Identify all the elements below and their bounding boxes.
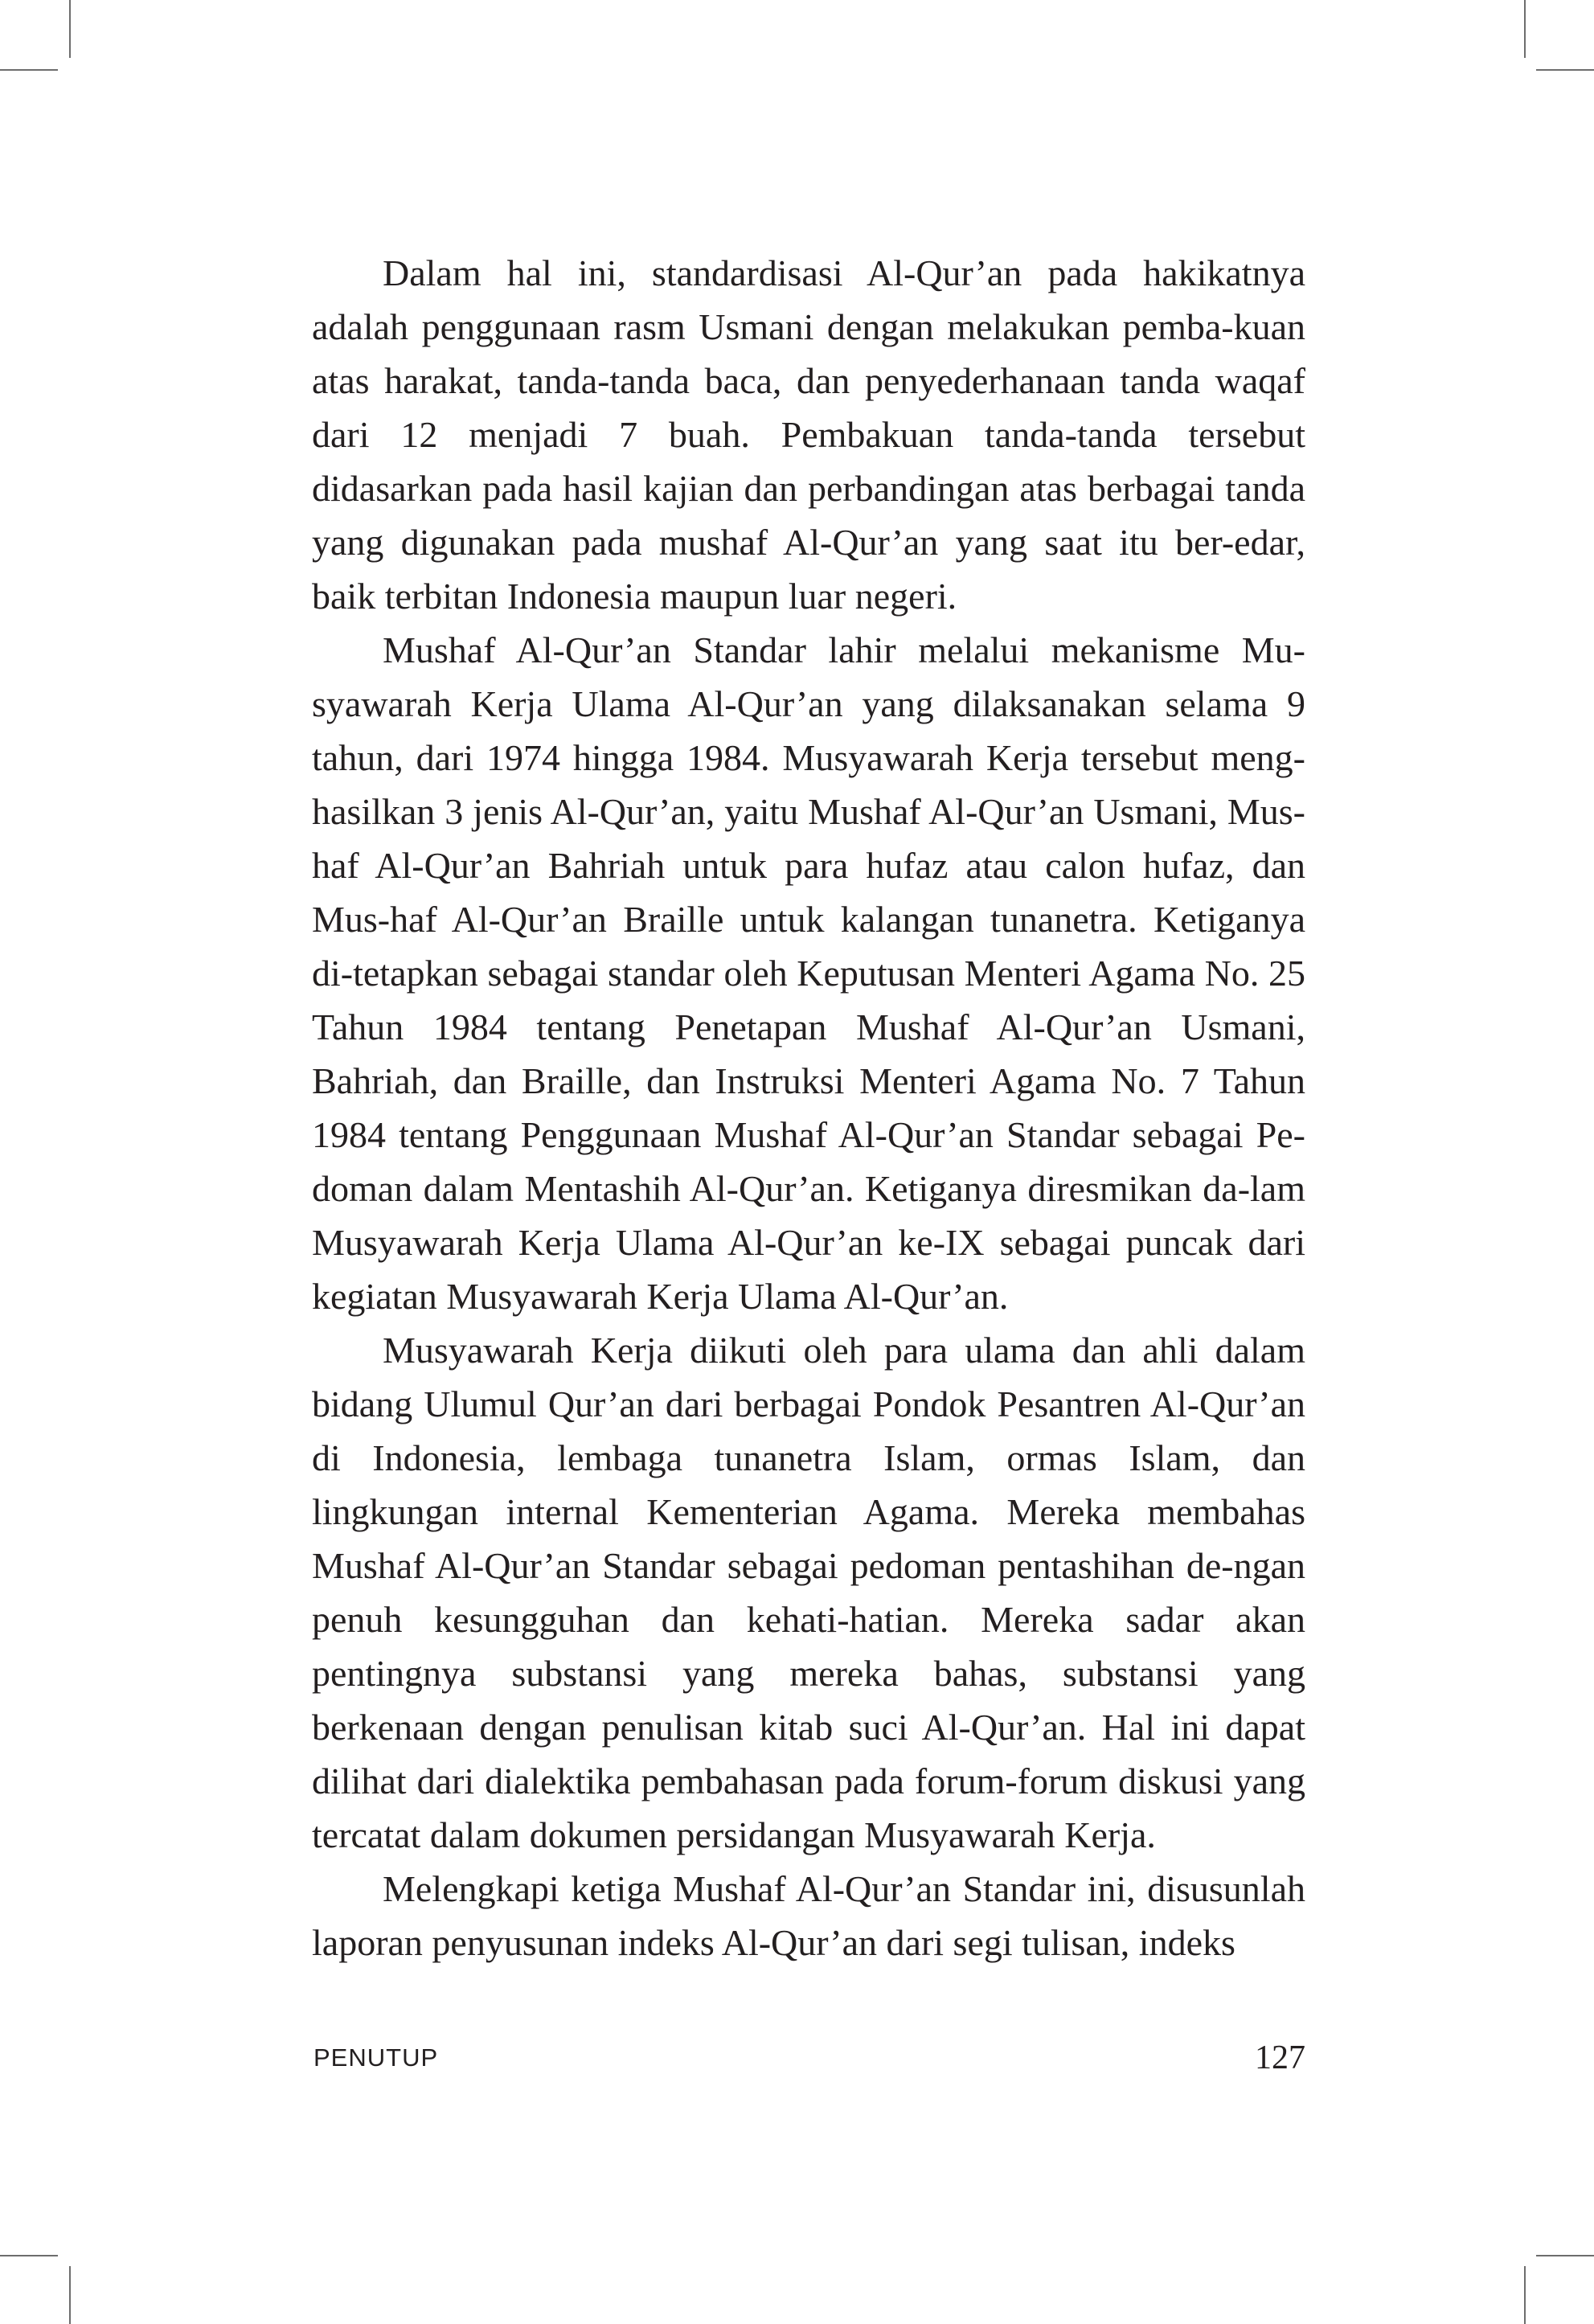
crop-mark-top-right-v [1524, 0, 1526, 58]
crop-mark-bottom-left-h [0, 2255, 58, 2256]
crop-mark-top-left-v [69, 0, 71, 58]
crop-mark-bottom-right-h [1536, 2255, 1594, 2256]
paragraph-4: Melengkapi ketiga Mushaf Al-Qur’an Standar ini, disusunlah laporan penyusunan indeks Al-Qur’an dari segi tulisan, indeks [312, 1868, 1305, 1963]
running-footer-section: PENUTUP [313, 2043, 439, 2072]
crop-mark-bottom-left-v [69, 2266, 71, 2324]
paragraph-3: Musyawarah Kerja diikuti oleh para ulama dan ahli dalam bidang Ulumul Qur’an dari berbagai Pondok Pesantren Al-Qur’an di Indonesia, lembaga tunanetra Islam, ormas Islam, dan lingkungan internal Kementerian Agama. Mereka membahas Mushaf Al-Qur’an Standar sebagai pedoman pentashihan de-ngan penuh kesungguhan dan kehati-hatian. Mereka sadar akan pentingnya substansi yang mereka bahas, substansi yang berkenaan dengan penulisan kitab suci Al-Qur’an. Hal ini dapat dilihat dari dialektika pembahasan pada forum-forum diskusi yang tercatat dalam dokumen persidangan Musyawarah Kerja. [312, 1330, 1305, 1855]
paragraph-1: Dalam hal ini, standardisasi Al-Qur’an pada hakikatnya adalah penggunaan rasm Usmani dengan melakukan pemba-kuan atas harakat, tanda-tanda baca, dan penyederhanaan tanda waqaf dari 12 menjadi 7 buah. Pembakuan tanda-tanda tersebut didasarkan pada hasil kajian dan perbandingan atas berbagai tanda yang digunakan pada mushaf Al-Qur’an yang saat itu ber-edar, baik terbitan Indonesia maupun luar negeri. [312, 252, 1305, 617]
body-text [312, 246, 1305, 1969]
page-number: 127 [1255, 2039, 1305, 2076]
crop-mark-top-left-h [0, 69, 58, 71]
crop-mark-top-right-h [1536, 69, 1594, 71]
crop-mark-bottom-right-v [1524, 2266, 1526, 2324]
paragraph-2: Mushaf Al-Qur’an Standar lahir melalui mekanisme Mu-syawarah Kerja Ulama Al-Qur’an yang dilaksanakan selama 9 tahun, dari 1974 hingga 1984. Musyawarah Kerja tersebut meng-hasilkan 3 jenis Al-Qur’an, yaitu Mushaf Al-Qur’an Usmani, Mus-haf Al-Qur’an Bahriah untuk para hufaz atau calon hufaz, dan Mus-haf Al-Qur’an Braille untuk kalangan tunanetra. Ketiganya di-tetapkan sebagai standar oleh Keputusan Menteri Agama No. 25 Tahun 1984 tentang Penetapan Mushaf Al-Qur’an Usmani, Bahriah, dan Braille, dan Instruksi Menteri Agama No. 7 Tahun 1984 tentang Penggunaan Mushaf Al-Qur’an Standar sebagai Pe-doman dalam Mentashih Al-Qur’an. Ketiganya diresmikan da-lam Musyawarah Kerja Ulama Al-Qur’an ke-IX sebagai puncak dari kegiatan Musyawarah Kerja Ulama Al-Qur’an. [312, 629, 1305, 1317]
